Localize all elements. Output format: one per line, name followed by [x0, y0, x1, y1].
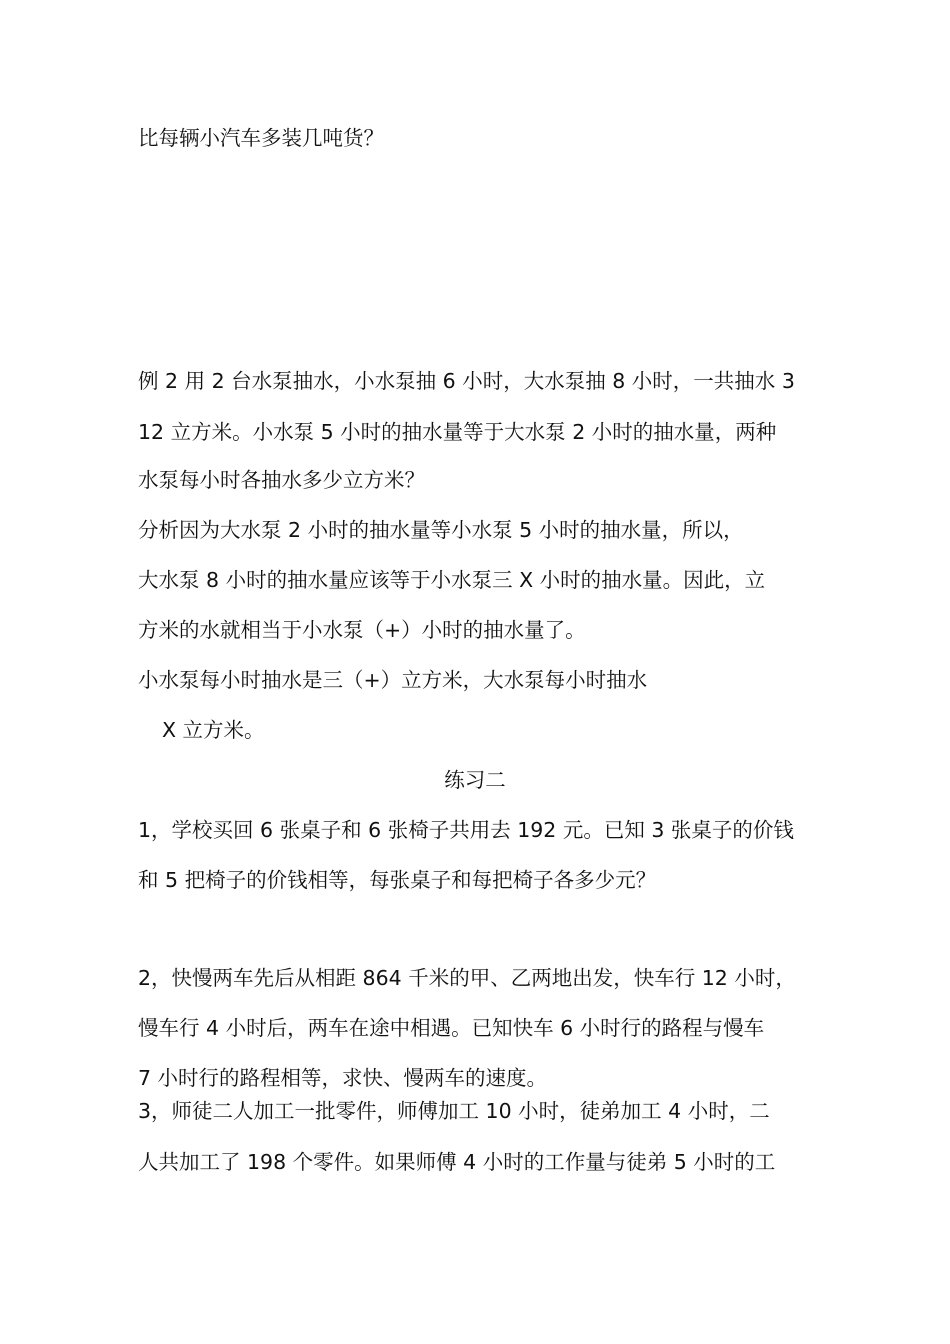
- analysis-line-3: 方米的水就相当于小水泵（+）小时的抽水量了。: [138, 618, 586, 642]
- analysis-line-2: 大水泵 8 小时的抽水量应该等于小水泵三 X 小时的抽水量。因此，立: [138, 568, 766, 592]
- exercise-1-line-2: 和 5 把椅子的价钱相等，每张桌子和每把椅子各多少元？: [138, 868, 657, 892]
- example-2-line-1: 例 2 用 2 台水泵抽水，小水泵抽 6 小时，大水泵抽 8 小时，一共抽水 3: [138, 369, 795, 393]
- exercise-2-line-3: 7 小时行的路程相等，求快、慢两车的速度。: [138, 1066, 548, 1090]
- exercise-2-line-1: 2，快慢两车先后从相距 864 千米的甲、乙两地出发，快车行 12 小时，: [138, 966, 796, 990]
- example-2-line-2: 12 立方米。小水泵 5 小时的抽水量等于大水泵 2 小时的抽水量，两种: [138, 420, 777, 444]
- exercise-3-line-1: 3，师徒二人加工一批零件，师傅加工 10 小时，徒弟加工 4 小时，二: [138, 1099, 770, 1123]
- section-heading: 练习二: [444, 768, 506, 792]
- analysis-line-5: X 立方米。: [162, 718, 265, 742]
- example-2-line-3: 水泵每小时各抽水多少立方米？: [138, 468, 425, 492]
- exercise-2-line-2: 慢车行 4 小时后，两车在途中相遇。已知快车 6 小时行的路程与慢车: [138, 1016, 765, 1040]
- exercise-3-line-2: 人共加工了 198 个零件。如果师傅 4 小时的工作量与徒弟 5 小时的工: [138, 1150, 776, 1174]
- text-line-continuation: 比每辆小汽车多装几吨货？: [138, 126, 384, 150]
- analysis-line-1: 分析因为大水泵 2 小时的抽水量等小水泵 5 小时的抽水量，所以，: [138, 518, 744, 542]
- analysis-line-4: 小水泵每小时抽水是三（+）立方米，大水泵每小时抽水: [138, 668, 648, 692]
- exercise-1-line-1: 1，学校买回 6 张桌子和 6 张椅子共用去 192 元。已知 3 张桌子的价钱: [138, 818, 794, 842]
